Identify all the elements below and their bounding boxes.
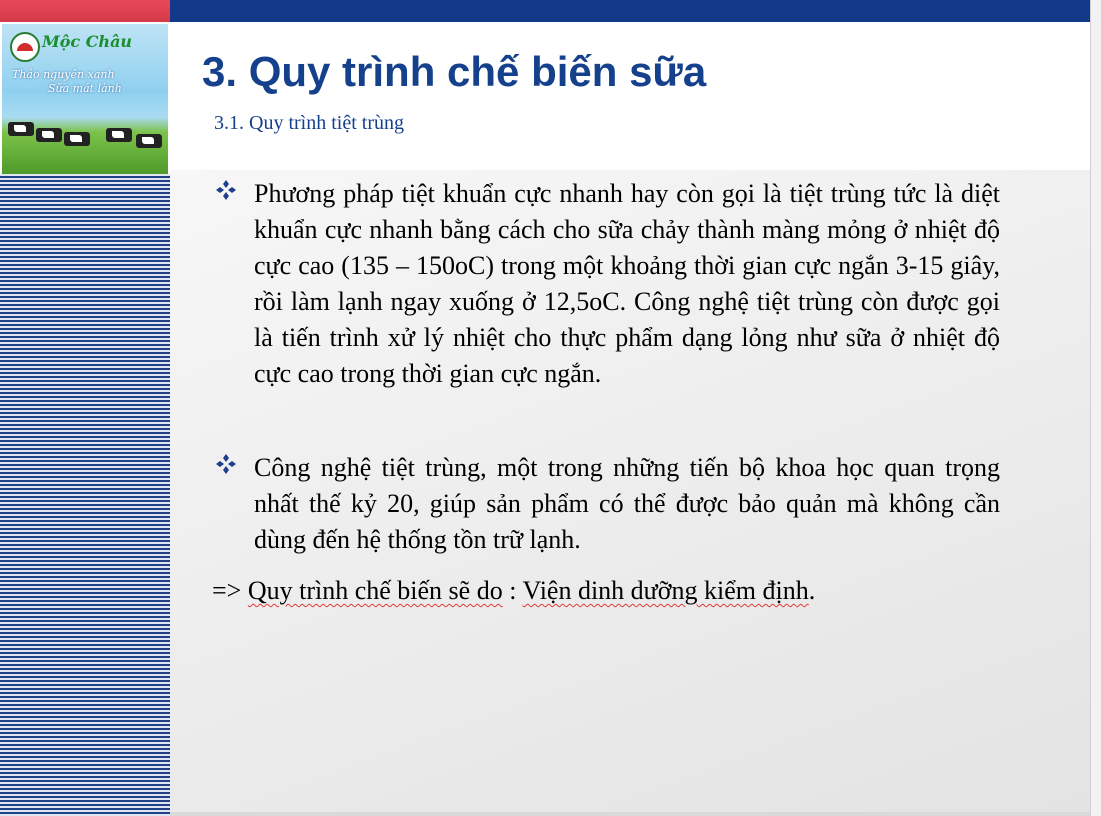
right-window-edge xyxy=(1090,0,1101,816)
brand-name: Mộc Châu xyxy=(42,32,133,51)
brand-logo-banner xyxy=(2,24,168,174)
conclusion-arrow: => xyxy=(212,576,248,605)
bullet-item xyxy=(214,176,1000,392)
cow-icon xyxy=(8,122,34,136)
top-title-bar xyxy=(170,0,1090,22)
bullet-text: Công nghệ tiệt trùng, một trong những tiến bộ khoa học quan trọng nhất thế kỷ 20, giúp sản phẩm có thể được bảo quản mà không cần dùng đến hệ thống tồn trữ lạnh. xyxy=(254,453,1000,554)
slide-title: 3. Quy trình chế biến sữa xyxy=(202,48,707,95)
brand-emblem-icon xyxy=(10,32,40,62)
cow-icon xyxy=(64,132,90,146)
slide-header xyxy=(170,22,1090,170)
conclusion-line xyxy=(212,573,815,609)
cow-icon xyxy=(36,128,62,142)
slogan-line-1: Thảo nguyên xanh xyxy=(12,68,115,81)
conclusion-separator: : xyxy=(502,576,523,605)
bullet-text: Phương pháp tiệt khuẩn cực nhanh hay còn gọi là tiệt trùng tức là diệt khuẩn cực nhanh bằng cách cho sữa chảy thành màng mỏng ở nhiệt độ cực cao (135 – 150oC) trong một khoảng thời gian cực ngắn 3-15 giây, rồi làm lạnh ngay xuống ở 12,5oC. Công nghệ tiệt trùng còn được gọi là tiến trình xử lý nhiệt cho thực phẩm dạng lỏng như sữa ở nhiệt độ cực cao trong thời gian cực ngắn. xyxy=(254,179,1000,388)
bullet-item xyxy=(214,450,1000,558)
slogan-line-2: Sữa mát lành xyxy=(48,82,122,95)
cow-icon xyxy=(106,128,132,142)
slide-subtitle: 3.1. Quy trình tiệt trùng xyxy=(214,112,404,134)
conclusion-period: . xyxy=(808,576,816,605)
left-red-bar xyxy=(0,0,170,22)
bottom-divider xyxy=(170,812,1090,816)
diamond-bullet-icon xyxy=(214,178,238,202)
conclusion-process-text: Quy trình chế biến sẽ do xyxy=(247,576,503,605)
cow-icon xyxy=(136,134,162,148)
conclusion-institute-text: Viện dinh dưỡng kiểm định xyxy=(522,576,809,605)
slide-content xyxy=(170,170,1090,812)
diamond-bullet-icon xyxy=(214,452,238,476)
